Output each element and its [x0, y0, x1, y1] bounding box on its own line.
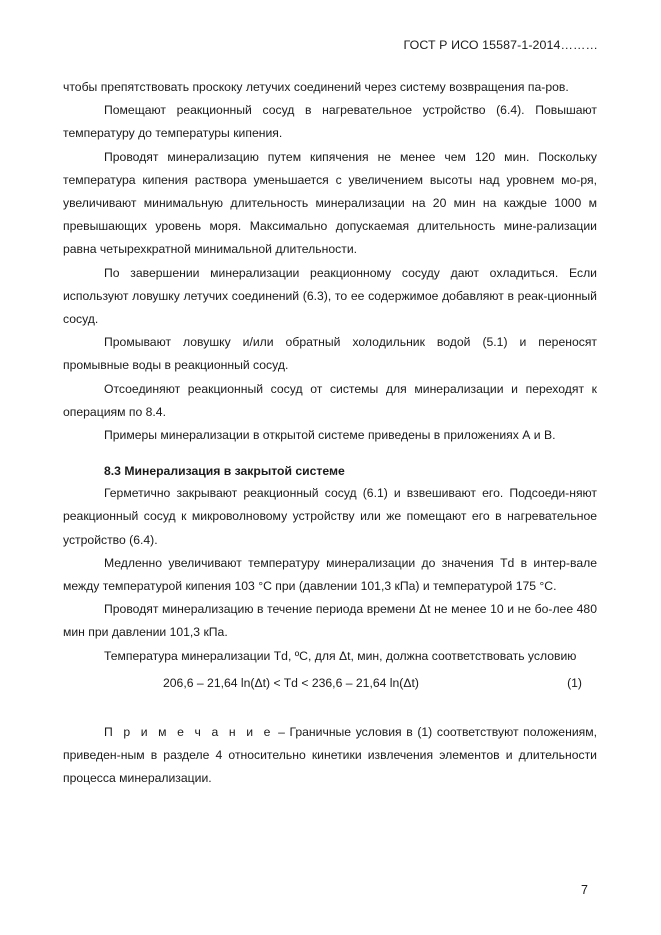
document-header: ГОСТ Р ИСО 15587-1-2014……… [403, 38, 598, 52]
paragraph: По завершении минерализации реакционному сосуду дают охладиться. Если используют ловушку летучих соединений (6.3), то ее содержимое добавляют в реак-ционный сосуд. [63, 265, 597, 327]
paragraph: Отсоединяют реакционный сосуд от системы для минерализации и переходят к операциям по 8.4. [63, 381, 597, 419]
paragraph: Примеры минерализации в открытой системе приведены в приложениях А и В. [104, 428, 556, 443]
paragraph: Помещают реакционный сосуд в нагревательное устройство (6.4). Повышают температуру до температуры кипения. [63, 103, 597, 141]
note-label: П р и м е ч а н и е [104, 724, 274, 739]
note-text: – Граничные условия в (1) соответствуют положениям, приведен-ным в разделе 4 относительно кинетики извлечения элементов и длительности процесса минерализации. [63, 724, 597, 786]
section-heading: 8.3 Минерализация в закрытой системе [104, 464, 345, 479]
note-paragraph [63, 721, 597, 791]
formula: 206,6 – 21,64 ln(Δt) < Td < 236,6 – 21,64 ln(Δt) [163, 675, 419, 690]
formula-number: (1) [567, 675, 582, 690]
paragraph: Температура минерализации Td, ºС, для Δt, мин, должна соответствовать условию [104, 648, 577, 663]
paragraph: Проводят минерализацию в течение периода времени Δt не менее 10 и не бо-лее 480 мин при давлении 101,3 кПа. [63, 602, 597, 640]
note [63, 721, 597, 791]
paragraph: Герметично закрывают реакционный сосуд (6.1) и взвешивают его. Подсоеди-няют реакционный сосуд к микроволновому устройству или же помещают его в нагревательное устройство (6.4). [63, 486, 597, 547]
formula-row [63, 671, 597, 695]
page-number: 7 [581, 883, 588, 897]
paragraph: Промывают ловушку и/или обратный холодильник водой (5.1) и переносят промывные воды в реакционный сосуд. [63, 335, 597, 373]
paragraph: Медленно увеличивают температуру минерализации до значения Td в интер-вале между температурой кипения 103 °С при (давлении 101,3 кПа) и температурой 175 °С. [63, 555, 597, 594]
paragraph: Проводят минерализацию путем кипячения не менее чем 120 мин. Поскольку температура кипения раствора уменьшается с увеличением высоты над уровнем мо-ря, увеличивают минимальную длительность минерализации на 20 мин на каждые 1000 м превышающих уровень моря. Максимально допускаемая длительность мине-рализации равна четырехкратной минимальной длительности. [63, 149, 597, 257]
document-body [63, 76, 597, 790]
paragraph-continuation: чтобы препятствовать проскоку летучих соединений через систему возвращения па-ров. [63, 80, 569, 94]
